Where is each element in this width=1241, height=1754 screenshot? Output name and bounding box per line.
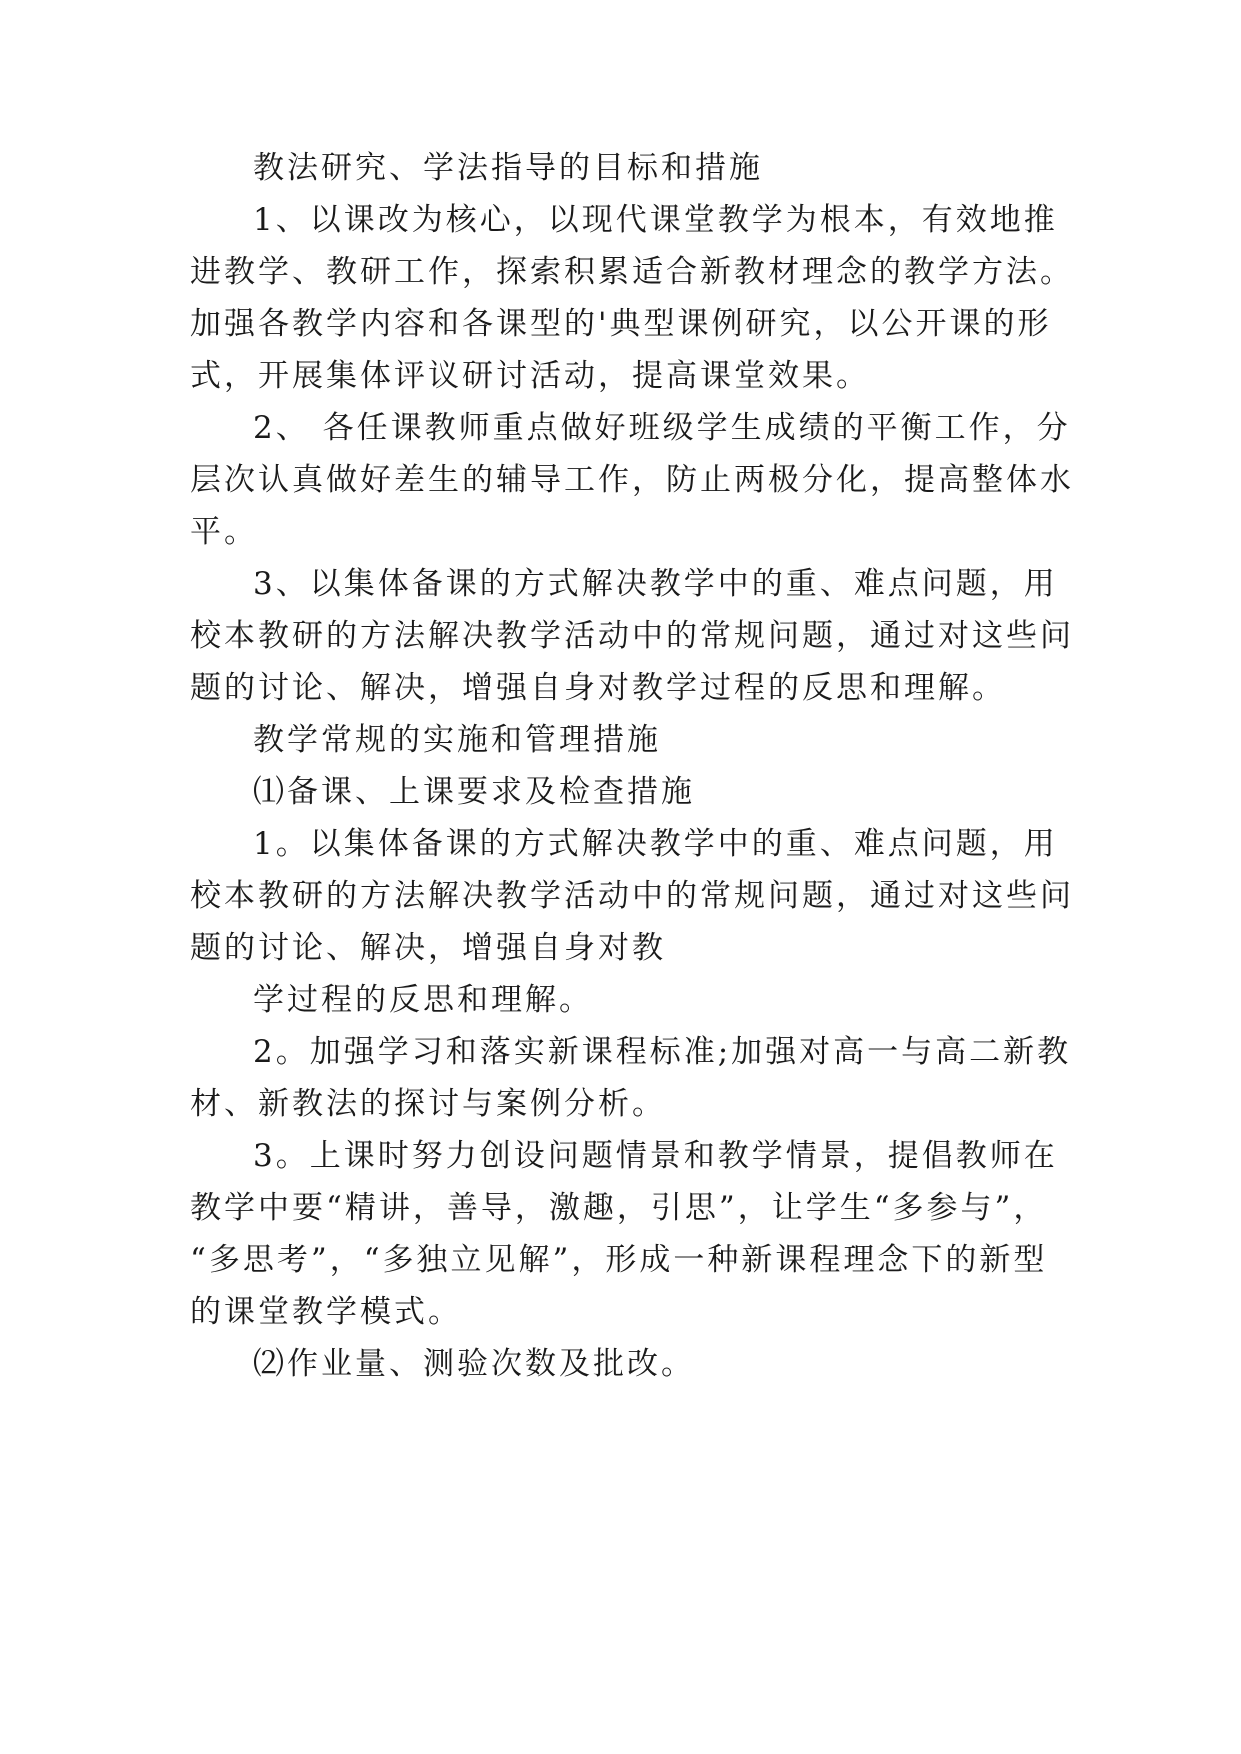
text-line: 式，开展集体评议研讨活动，提高课堂效果。 [190, 358, 870, 394]
text-line: 教学中要“精讲，善导，激趣，引思”，让学生“多参与”， [190, 1190, 1048, 1226]
heading-teaching-research: 教法研究、学法指导的目标和措施 [253, 150, 763, 186]
text-line: 层次认真做好差生的辅导工作，防止两极分化，提高整体水 [190, 462, 1074, 498]
text-line: 3。上课时努力创设问题情景和教学情景，提倡教师在 [253, 1138, 1058, 1174]
text-line: “多思考”，“多独立见解”，形成一种新课程理念下的新型 [190, 1242, 1048, 1278]
text-line: 3、以集体备课的方式解决教学中的重、难点问题，用 [253, 566, 1058, 602]
text-line: 1。以集体备课的方式解决教学中的重、难点问题，用 [253, 826, 1058, 862]
subheading-lesson-prep: ⑴备课、上课要求及检查措施 [253, 774, 695, 810]
subheading-homework: ⑵作业量、测验次数及批改。 [253, 1346, 695, 1382]
text-line: 2。加强学习和落实新课程标准;加强对高一与高二新教 [253, 1034, 1072, 1070]
text-line: 题的讨论、解决，增强自身对教学过程的反思和理解。 [190, 670, 1006, 706]
text-line: 平。 [190, 514, 258, 550]
text-line: 1、以课改为核心，以现代课堂教学为根本，有效地推 [253, 202, 1058, 238]
text-line: 校本教研的方法解决教学活动中的常规问题，通过对这些问 [190, 878, 1074, 914]
text-line: 加强各教学内容和各课型的'典型课例研究，以公开课的形 [190, 306, 1052, 342]
text-line: 材、新教法的探讨与案例分析。 [190, 1086, 666, 1122]
heading-routine-management: 教学常规的实施和管理措施 [253, 722, 661, 758]
text-line: 题的讨论、解决，增强自身对教 [190, 930, 666, 966]
text-line: 进教学、教研工作，探索积累适合新教材理念的教学方法。 [190, 254, 1074, 290]
text-line: 2、 各任课教师重点做好班级学生成绩的平衡工作，分 [253, 410, 1071, 446]
text-line: 校本教研的方法解决教学活动中的常规问题，通过对这些问 [190, 618, 1074, 654]
text-line: 学过程的反思和理解。 [253, 982, 593, 1018]
text-line: 的课堂教学模式。 [190, 1294, 462, 1330]
